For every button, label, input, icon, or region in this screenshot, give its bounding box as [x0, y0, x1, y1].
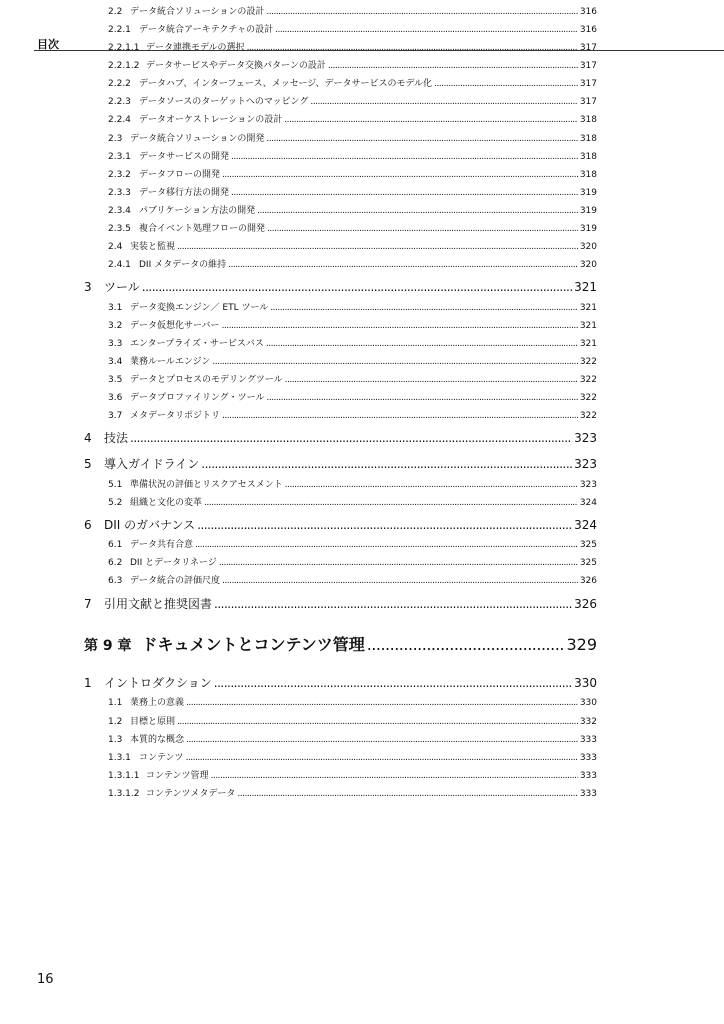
- toc-entry-title: データ統合ソリューションの設計: [130, 7, 265, 17]
- toc-entry: [108, 372, 597, 385]
- toc-dot-leader: [186, 753, 578, 763]
- toc-entry: [108, 257, 597, 270]
- toc-entry: [108, 750, 597, 763]
- toc-entry: [108, 185, 597, 198]
- toc-entry: [84, 674, 597, 691]
- toc-dot-leader: [214, 676, 572, 690]
- toc-dot-leader: [434, 79, 578, 89]
- toc-dot-leader: [214, 597, 572, 611]
- toc-dot-leader: [219, 558, 578, 568]
- toc-entry-page: 320: [579, 242, 597, 252]
- toc-dot-leader: [266, 393, 577, 403]
- toc-entry-title: パブリケーション方法の開発: [139, 206, 256, 216]
- running-header-title: 目次: [37, 38, 59, 51]
- toc-dot-leader: [266, 134, 577, 144]
- toc-entry-title: 実装と監視: [130, 242, 176, 252]
- toc-entry-number: 3.6: [108, 393, 123, 403]
- toc-entry-page: 326: [579, 576, 597, 586]
- toc-entry-number: 3.5: [108, 375, 123, 385]
- toc-entry-number: 3: [84, 280, 92, 294]
- toc-dot-leader: [177, 242, 578, 252]
- toc-entry-page: 318: [579, 170, 597, 180]
- toc-entry-page: 316: [579, 7, 597, 17]
- page-number: 16: [37, 972, 54, 987]
- toc-entry-page: 316: [579, 25, 597, 35]
- toc-entry-page: 323: [574, 431, 597, 445]
- toc-entry: [108, 203, 597, 216]
- toc-dot-leader: [237, 789, 577, 799]
- toc-entry-page: 333: [579, 753, 597, 763]
- toc-entry: [108, 112, 597, 125]
- toc-entry: [108, 714, 597, 727]
- toc-entry-title: 導入ガイドライン: [104, 457, 200, 471]
- toc-entry-number: 2.2.1.2: [108, 61, 140, 71]
- toc-entry-number: 4: [84, 431, 92, 445]
- toc-entry: [84, 278, 597, 295]
- toc-entry-page: 321: [579, 303, 597, 313]
- toc-entry-title: DII メタデータの維持: [139, 260, 227, 270]
- toc-entry-number: 1.2: [108, 717, 123, 727]
- toc-dot-leader: [285, 480, 578, 490]
- toc-dot-leader: [197, 518, 572, 532]
- toc-entry-number: 5.1: [108, 480, 123, 490]
- toc-dot-leader: [204, 498, 578, 508]
- toc-dot-leader: [222, 170, 578, 180]
- toc-dot-leader: [231, 152, 578, 162]
- toc-entry-page: 319: [579, 188, 597, 198]
- toc-entry-number: 1.1: [108, 698, 123, 708]
- toc-entry-page: 330: [579, 698, 597, 708]
- toc-entry: [108, 94, 597, 107]
- toc-dot-leader: [222, 411, 578, 421]
- toc-dot-leader: [267, 224, 578, 234]
- toc-entry-number: 3.1: [108, 303, 123, 313]
- toc-entry: [84, 516, 597, 533]
- toc-entry-number: 7: [84, 597, 92, 611]
- toc-entry: [108, 768, 597, 781]
- toc-entry-number: 2.2.1: [108, 25, 131, 35]
- toc-entry: [108, 477, 597, 490]
- toc-entry-page: 321: [574, 280, 597, 294]
- toc-entry-title: データオーケストレーションの設計: [139, 115, 283, 125]
- toc-entry: [108, 573, 597, 586]
- toc-dot-leader: [367, 635, 565, 654]
- toc-entry-number: 3.2: [108, 321, 123, 331]
- toc-entry-page: 318: [579, 152, 597, 162]
- toc-entry-number: 1.3: [108, 735, 123, 745]
- toc-entry-number: 1.3.1.2: [108, 789, 140, 799]
- toc-entry-number: 2.3.3: [108, 188, 131, 198]
- toc-entry-number: 5: [84, 457, 92, 471]
- toc-entry-page: 325: [579, 540, 597, 550]
- toc-entry-page: 321: [579, 339, 597, 349]
- toc-entry-title: 業務上の意義: [130, 698, 185, 708]
- toc-entry-page: 324: [579, 498, 597, 508]
- toc-entry-title: 本質的な概念: [130, 735, 185, 745]
- toc-entry-page: 322: [579, 375, 597, 385]
- toc-dot-leader: [212, 357, 577, 367]
- toc-entry-title: データ仮想化サーバー: [130, 321, 220, 331]
- toc-entry-page: 322: [579, 393, 597, 403]
- toc-entry-page: 329: [566, 635, 597, 654]
- toc-entry: [108, 354, 597, 367]
- toc-dot-leader: [186, 735, 578, 745]
- toc-entry-title: データ変換エンジン／ ETL ツール: [130, 303, 269, 313]
- toc-dot-leader: [201, 457, 572, 471]
- toc-entry-page: 317: [579, 43, 597, 53]
- toc-dot-leader: [285, 375, 578, 385]
- toc-entry-title: ツール: [104, 280, 140, 294]
- toc-entry: [108, 390, 597, 403]
- toc-entry: [108, 695, 597, 708]
- toc-entry-page: 318: [579, 115, 597, 125]
- toc-entry-page: 322: [579, 357, 597, 367]
- toc-entry-title: 技法: [104, 431, 129, 445]
- toc-entry: [108, 221, 597, 234]
- toc-dot-leader: [222, 321, 578, 331]
- toc-entry: [108, 300, 597, 313]
- toc-entry-title: ドキュメントとコンテンツ管理: [141, 635, 365, 654]
- toc-entry-title: データフローの開発: [139, 170, 221, 180]
- toc-entry-number: 5.2: [108, 498, 123, 508]
- toc-dot-leader: [231, 188, 578, 198]
- toc-entry-page: 333: [579, 789, 597, 799]
- toc-entry-title: データプロファイリング・ツール: [130, 393, 265, 403]
- toc-entry-title: データ統合アーキテクチャの設計: [139, 25, 274, 35]
- toc-entry-number: 2.3.5: [108, 224, 131, 234]
- toc-entry: [108, 149, 597, 162]
- toc-entry-title: 複合イベント処理フローの開発: [139, 224, 266, 234]
- toc-entry-title: データ移行方法の開発: [139, 188, 230, 198]
- toc-dot-leader: [247, 43, 578, 53]
- toc-entry-page: 326: [574, 597, 597, 611]
- toc-chapter-entry: [84, 632, 597, 655]
- toc-entry-page: 321: [579, 321, 597, 331]
- toc-entry: [108, 495, 597, 508]
- toc-dot-leader: [177, 717, 578, 727]
- toc-entry-title: データとプロセスのモデリングツール: [130, 375, 283, 385]
- toc-entry: [108, 408, 597, 421]
- toc-entry-number: 2.2.4: [108, 115, 131, 125]
- toc-entry-number: 3.7: [108, 411, 123, 421]
- toc-entry-number: 2.2.2: [108, 79, 131, 89]
- toc-entry-title: 組織と文化の変革: [130, 498, 203, 508]
- toc-entry: [108, 40, 597, 53]
- toc-entry-title: データ統合ソリューションの開発: [130, 134, 265, 144]
- toc-dot-leader: [266, 339, 578, 349]
- toc-dot-leader: [228, 260, 578, 270]
- toc-entry-page: 319: [579, 224, 597, 234]
- toc-entry-title: データサービスやデータ交換パターンの設計: [146, 61, 326, 71]
- toc-entry-number: 2.3.1: [108, 152, 131, 162]
- toc-dot-leader: [310, 97, 577, 107]
- toc-entry-page: 322: [579, 411, 597, 421]
- toc-entry-page: 320: [579, 260, 597, 270]
- toc-entry-title: DII のガバナンス: [104, 518, 196, 532]
- toc-entry: [84, 429, 597, 446]
- toc-entry-page: 317: [579, 97, 597, 107]
- toc-entry-title: データ連携モデルの選択: [146, 43, 245, 53]
- toc-entry-page: 317: [579, 61, 597, 71]
- toc-entry-title: 引用文献と推奨図書: [104, 597, 213, 611]
- toc-entry-title: データソースのターゲットへのマッピング: [139, 97, 309, 107]
- toc-entry-number: 2.3.4: [108, 206, 131, 216]
- toc-entry-page: 323: [574, 457, 597, 471]
- toc-entry-title: コンテンツ: [139, 753, 184, 763]
- toc-entry: [108, 786, 597, 799]
- toc-entry-number: 3.4: [108, 357, 123, 367]
- toc-entry: [108, 537, 597, 550]
- toc-entry-title: コンテンツメタデータ: [146, 789, 236, 799]
- toc-entry: [108, 239, 597, 252]
- toc-entry: [108, 167, 597, 180]
- toc-dot-leader: [222, 576, 578, 586]
- toc-entry: [108, 58, 597, 71]
- toc-entry-page: 330: [574, 676, 597, 690]
- toc-dot-leader: [186, 698, 578, 708]
- toc-entry-title: データ共有合意: [130, 540, 194, 550]
- toc-entry: [84, 455, 597, 472]
- toc-entry-number: 2.2: [108, 7, 123, 17]
- toc-dot-leader: [270, 303, 578, 313]
- toc-entry-number: 6.1: [108, 540, 123, 550]
- toc-dot-leader: [142, 280, 572, 294]
- toc-entry: [108, 732, 597, 745]
- toc-entry-title: 業務ルールエンジン: [130, 357, 211, 367]
- toc-entry-title: DII とデータリネージ: [130, 558, 217, 568]
- toc-entry: [108, 22, 597, 35]
- toc-entry-title: 準備状況の評価とリスクアセスメント: [130, 480, 283, 490]
- toc-entry-number: 1.3.1.1: [108, 771, 140, 781]
- toc-entry-title: コンテンツ管理: [146, 771, 209, 781]
- toc-dot-leader: [195, 540, 578, 550]
- toc-entry-page: 333: [579, 771, 597, 781]
- toc-entry: [84, 595, 597, 612]
- toc-entry-title: データサービスの開発: [139, 152, 230, 162]
- toc-dot-leader: [130, 431, 572, 445]
- toc-dot-leader: [275, 25, 578, 35]
- toc-entry-title: エンタープライズ・サービスバス: [130, 339, 264, 349]
- toc-entry-title: メタデータリポジトリ: [130, 411, 221, 421]
- toc-entry-title: イントロダクション: [104, 676, 212, 690]
- toc-entry-number: 1: [84, 676, 92, 690]
- toc-entry-page: 319: [579, 206, 597, 216]
- toc-entry-number: 第 9 章: [84, 638, 132, 654]
- toc-entry-number: 2.2.1.1: [108, 43, 140, 53]
- toc-entry-title: データ統合の評価尺度: [130, 576, 221, 586]
- toc-entry-number: 2.3.2: [108, 170, 131, 180]
- toc-dot-leader: [328, 61, 578, 71]
- toc-entry: [108, 4, 597, 17]
- toc-entry: [108, 336, 597, 349]
- toc-entry-page: 332: [579, 717, 597, 727]
- toc-entry-title: データハブ、インターフェース、メッセージ、データサービスのモデル化: [139, 79, 433, 89]
- toc-entry-number: 6.3: [108, 576, 123, 586]
- toc-entry-page: 317: [579, 79, 597, 89]
- toc-dot-leader: [284, 115, 578, 125]
- toc-entry: [108, 131, 597, 144]
- toc-entry-page: 318: [579, 134, 597, 144]
- toc-entry-page: 323: [579, 480, 597, 490]
- toc-entry-number: 2.2.3: [108, 97, 131, 107]
- toc-entry: [108, 76, 597, 89]
- toc-entry-page: 325: [579, 558, 597, 568]
- toc-entry-number: 6.2: [108, 558, 123, 568]
- toc-entry-title: 目標と原則: [130, 717, 176, 727]
- toc-entry-page: 324: [574, 518, 597, 532]
- toc-entry-page: 333: [579, 735, 597, 745]
- toc-entry: [108, 555, 597, 568]
- toc-entry-number: 2.4.1: [108, 260, 131, 270]
- toc-entry-number: 3.3: [108, 339, 123, 349]
- toc-dot-leader: [257, 206, 578, 216]
- toc-dot-leader: [266, 7, 577, 17]
- toc-entry-number: 2.3: [108, 134, 123, 144]
- toc-entry-number: 6: [84, 518, 92, 532]
- toc-entry: [108, 318, 597, 331]
- toc-entry-number: 2.4: [108, 242, 123, 252]
- toc-entry-number: 1.3.1: [108, 753, 131, 763]
- toc-dot-leader: [211, 771, 578, 781]
